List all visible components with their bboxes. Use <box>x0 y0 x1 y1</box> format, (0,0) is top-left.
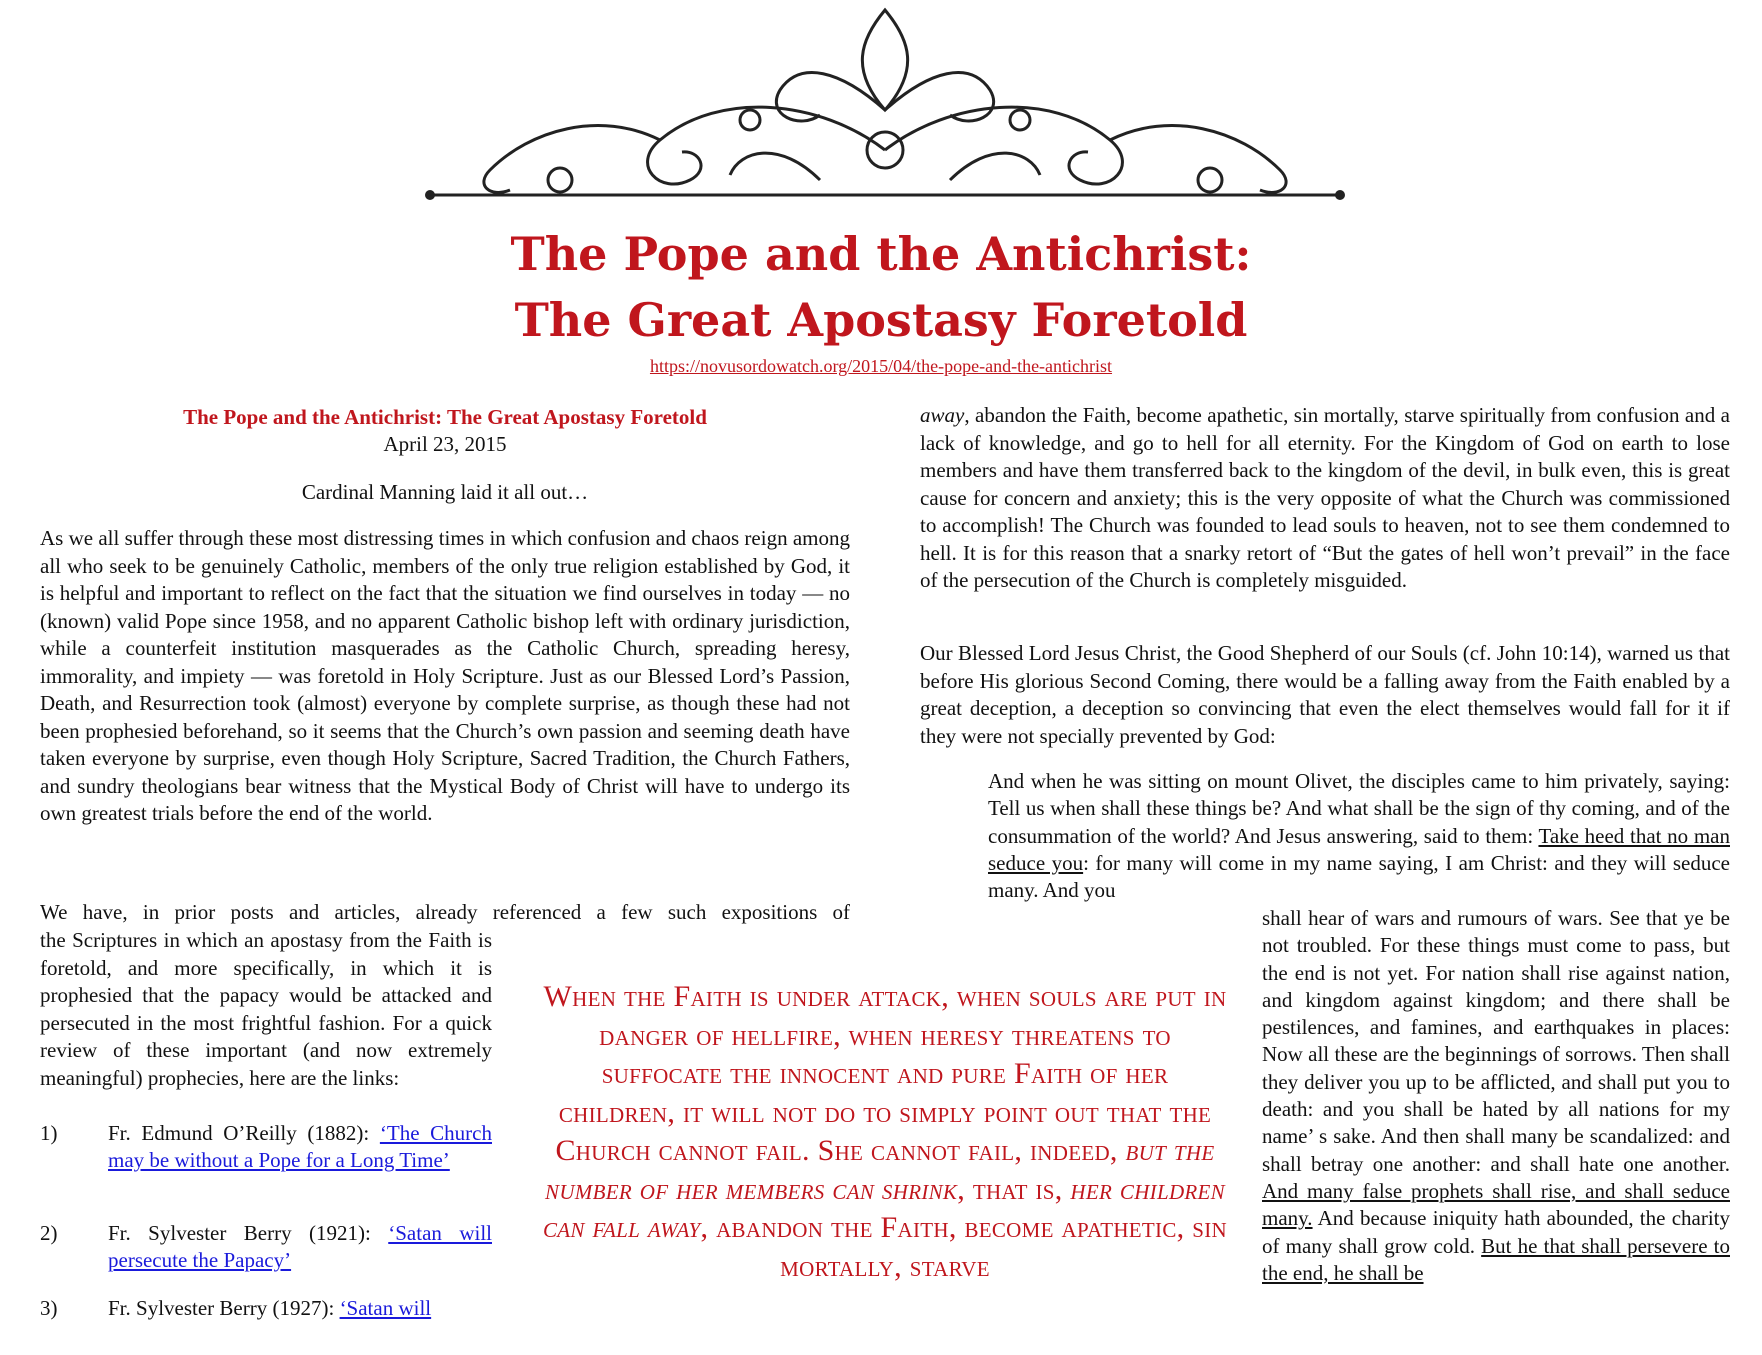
pull-quote-emphasis: her children can fall away <box>543 1172 1225 1244</box>
quote-underlined: Take heed that no man seduce you <box>988 823 1730 875</box>
list-author: Fr. Sylvester Berry (1927): <box>108 1296 340 1320</box>
list-number: 3) <box>40 1296 58 1320</box>
quote-text: shall hear of wars and rumours of wars. See that ye be not troubled. For these things must come to pass, but the end is not yet. For nation shall rise against nation, and kingdom against kingdom; and there shall be pestilences, and famines, and earthquakes in places: Now all these are the beginnings of sorrows. Then shall they deliver you up to be afflicted, and shall put you to death: and you shall be hated by all nations for my name’ s sake. And then shall many be scandalized: and shall betray one another: and shall hate one another. <box>1262 906 1730 1176</box>
link-list <box>40 1120 492 1355</box>
quote-text: And because iniquity hath abounded, the charity of many shall grow cold. <box>1262 1206 1730 1258</box>
page-title-line-2: The Great Apostasy Foretold <box>514 293 1248 347</box>
scripture-quote-narrow <box>1262 905 1730 1355</box>
list-author: Fr. Edmund O’Reilly (1882): <box>108 1121 380 1145</box>
paragraph-2-first-line: We have, in prior posts and articles, already referenced a few such expositions of <box>40 900 850 924</box>
article-date: April 23, 2015 <box>383 432 507 456</box>
pull-quote-text: , that is, <box>957 1172 1071 1206</box>
right-paragraph-2: Our Blessed Lord Jesus Christ, the Good Shepherd of our Souls (cf. John 10:14), warned us that before His glorious Second Coming, there would be a falling away from the Faith enabled by a great deception, a deception so convincing that even the elect themselves would fall for it if they were not specially prevented by God: <box>920 641 1730 748</box>
right-paragraph-1-text: , abandon the Faith, become apathetic, sin mortally, starve spiritually from confusion and a lack of knowledge, and go to hell for all eternity. For the Kingdom of God on earth to lose members and have them transferred back to the kingdom of the devil, in bulk even, this is great cause for concern and anxiety; this is the very opposite of what the Church was commissioned to accomplish! The Church was founded to lead souls to heaven, not to see them condemned to hell. It is for this reason that a snarky retort of “But the gates of hell won’t prevail” in the face of the persecution of the Church is completely misguided. <box>920 403 1730 592</box>
quote-text: And when he was sitting on mount Olivet, the disciples came to him privately, saying: Tell us when shall these things be? And what shall be the sign of thy coming, and of the consummation of the world? And Jesus answering, said to them: <box>988 769 1730 848</box>
pull-quote-text: , abandon the Faith, become apathetic, sin mortally, starve <box>700 1211 1227 1283</box>
pull-quote-text: When the Faith is under attack, when souls are put in danger of hellfire, when heresy threatens to suffocate the innocent and pure Faith of her children, it will not do to simply point out that the Church cannot fail. She cannot fail, indeed, <box>543 980 1227 1167</box>
emphasis: away <box>920 403 965 427</box>
source-url-link[interactable]: https://novusordowatch.org/2015/04/the-pope-and-the-antichrist <box>649 356 1113 376</box>
page-title-line-1: The Pope and the Antichrist: <box>510 227 1252 281</box>
article-title: The Pope and the Antichrist: The Great Apostasy Foretold <box>183 405 707 429</box>
scripture-quote-wide <box>988 768 1730 904</box>
list-link[interactable]: ‘Satan will <box>339 1296 432 1320</box>
paragraph-2-continued: the Scriptures in which an apostasy from the Faith is foretold, and more specifically, in which it is prophesied that the papacy would be attacked and persecuted in the most frightful fashion. For a quick review of these important (and now extremely meaningful) prophecies, here are the links: <box>40 928 492 1090</box>
list-number: 1) <box>40 1121 58 1145</box>
right-paragraph-1 <box>920 402 1730 595</box>
quote-underlined: But he that shall persevere to the end, he shall be <box>1262 1233 1730 1285</box>
quote-text: : for many will come in my name saying, I am Christ: and they will seduce many. And you <box>988 850 1731 903</box>
ornamental-flourish <box>420 0 1350 200</box>
pull-quote-emphasis: but the number of her members can shrink <box>545 1134 1215 1206</box>
quote-underlined: And many false prophets shall rise, and shall seduce many. <box>1262 1178 1730 1231</box>
list-number: 2) <box>40 1221 58 1245</box>
list-author: Fr. Sylvester Berry (1921): <box>108 1221 389 1245</box>
list-link[interactable]: ‘The Church may be without a Pope for a Long Time’ <box>108 1121 492 1172</box>
paragraph-1: As we all suffer through these most distressing times in which confusion and chaos reign among all who seek to be genuinely Catholic, members of the only true religion established by God, it is helpful and important to reflect on the fact that the situation we find ourselves in today — no (known) valid Pope since 1958, and no apparent Catholic bishop left with ordinary jurisdiction, while a counterfeit institution masquerades as the Catholic Church, spreading heresy, immorality, and impiety — was foretold in Holy Scripture. Just as our Blessed Lord’s Passion, Death, and Resurrection took (almost) everyone by complete surprise, as though these had not been prophesied beforehand, so it seems that the Church’s own passion and seeming death have taken everyone by surprise, even though Holy Scripture, Sacred Tradition, the Church Fathers, and sundry theologians bear witness that the Mystical Body of Christ will have to undergo its own greatest trials before the end of the world. <box>40 526 850 825</box>
lead-line: Cardinal Manning laid it all out… <box>301 480 589 504</box>
article-header <box>40 404 850 458</box>
list-link[interactable]: ‘Satan will persecute the Papacy’ <box>108 1221 492 1272</box>
pull-quote <box>540 978 1230 1355</box>
